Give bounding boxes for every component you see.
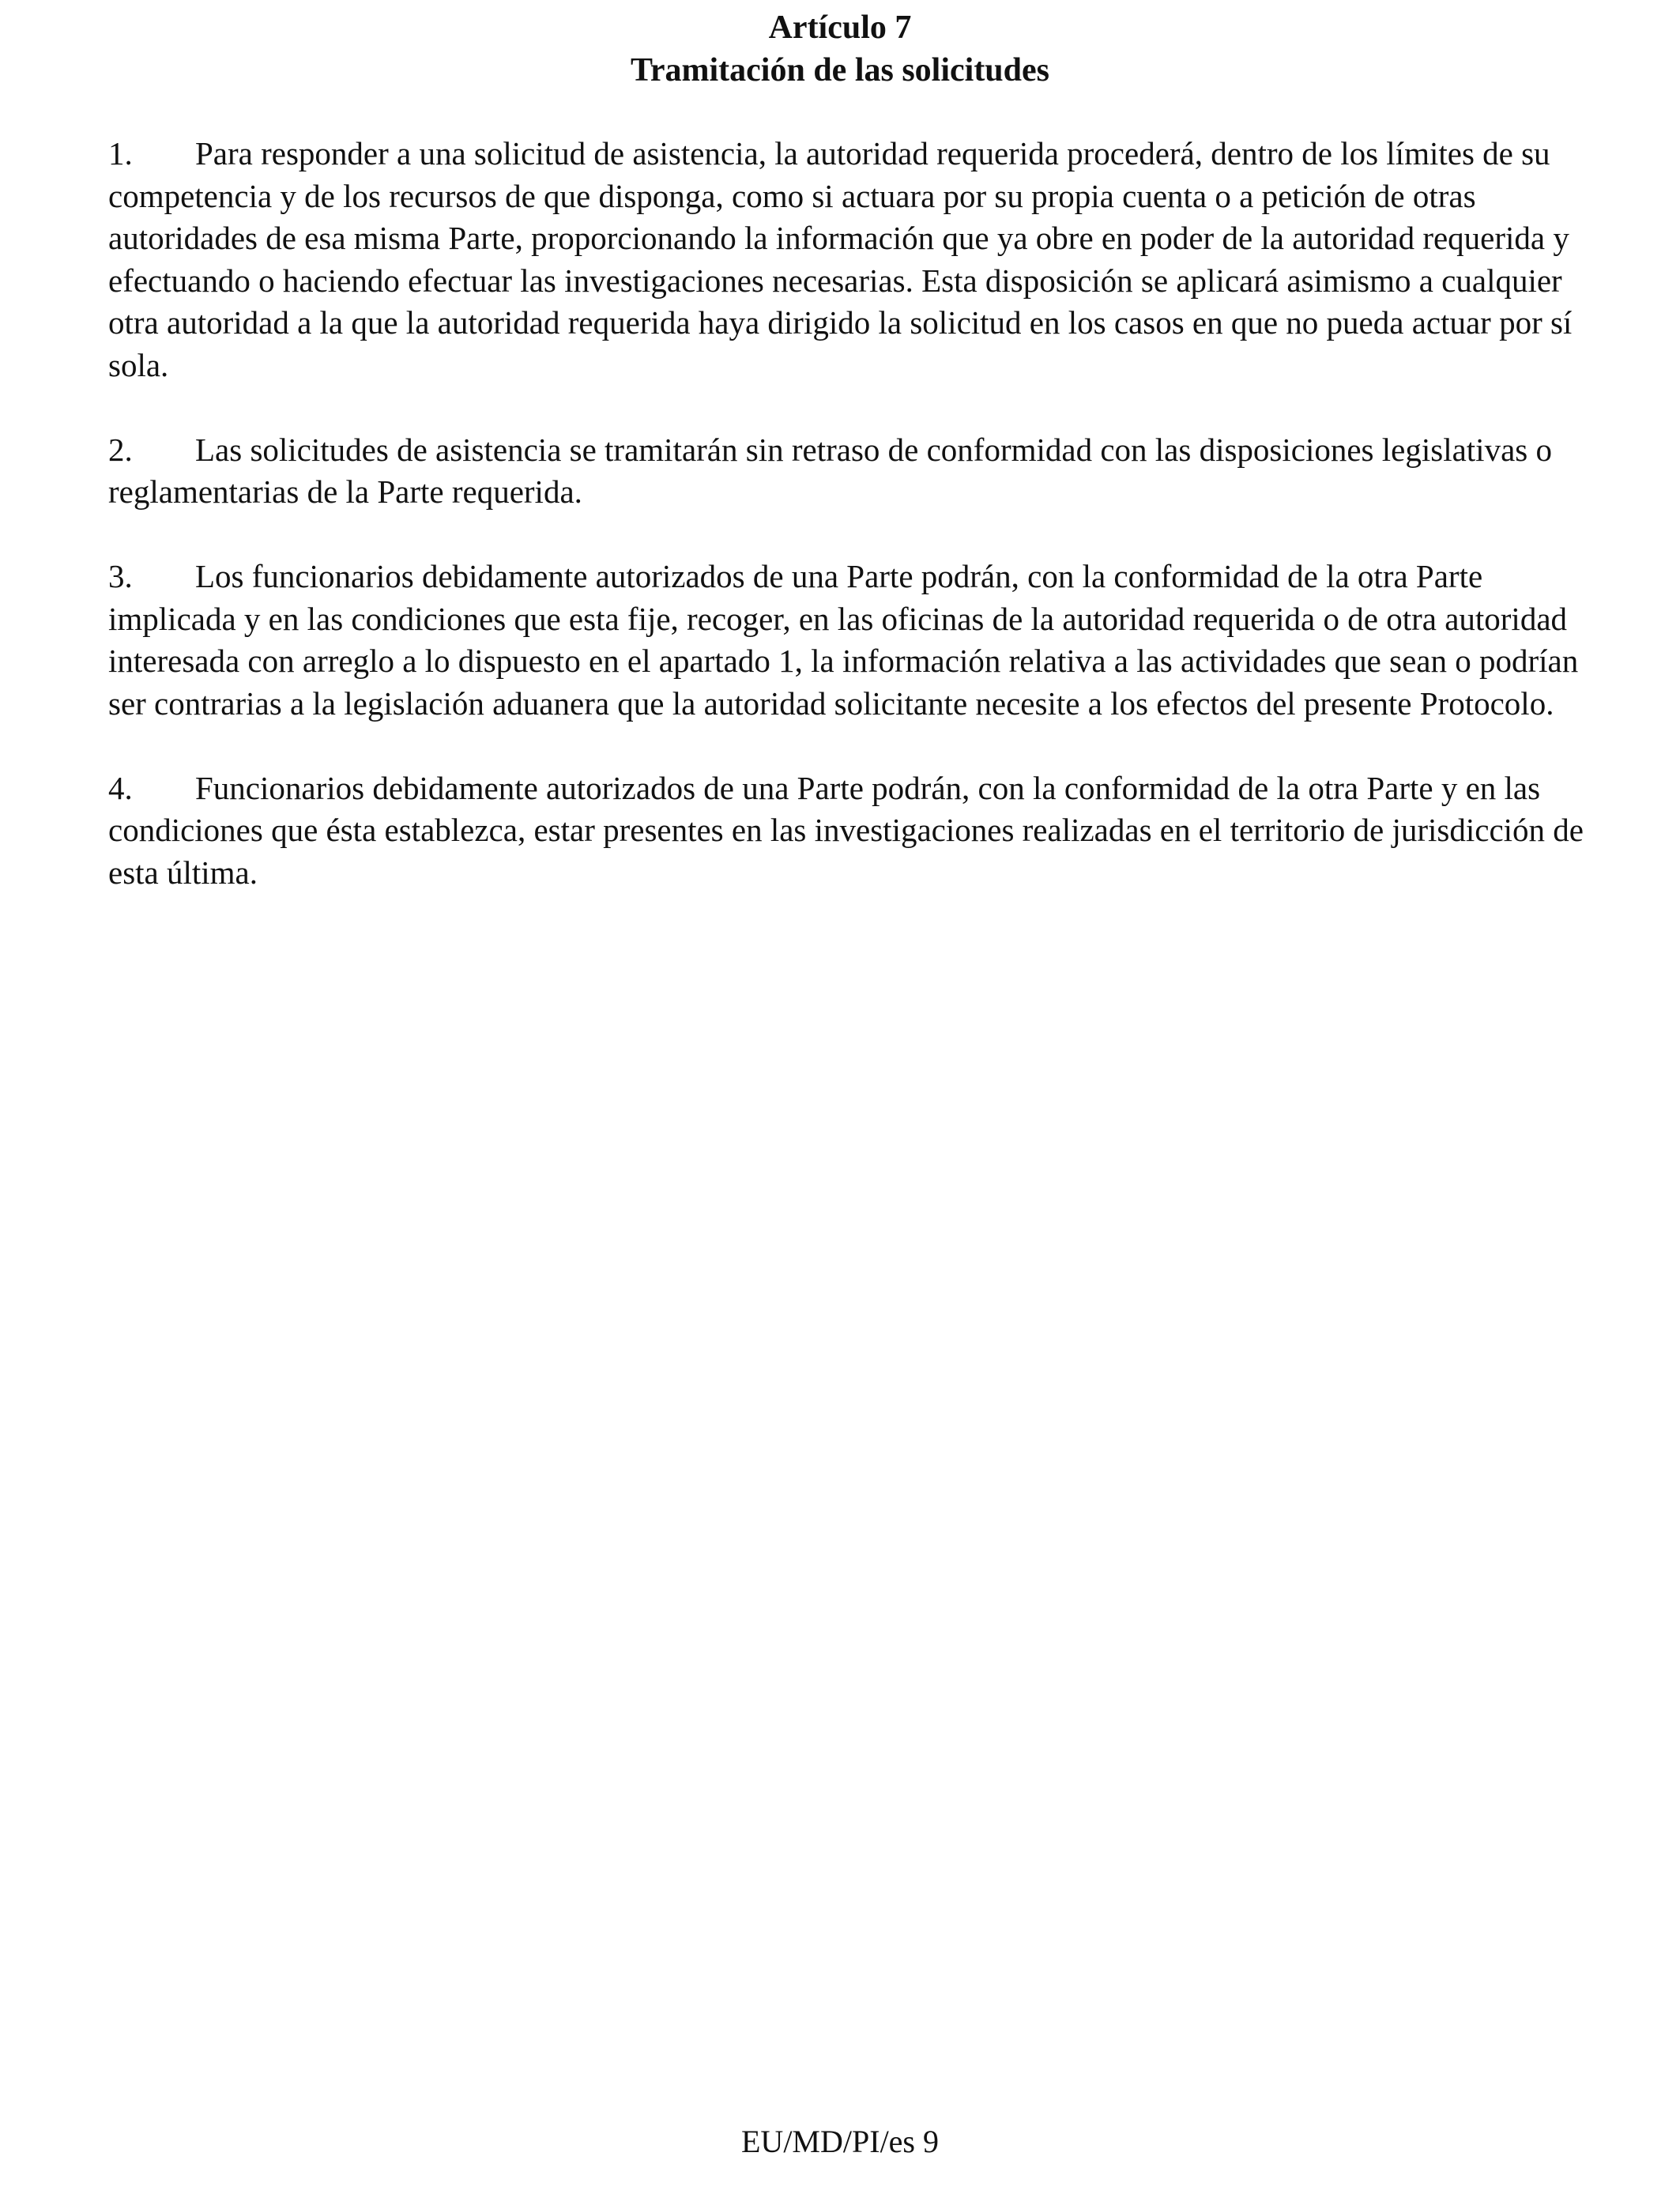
- paragraph-number: 4.: [108, 769, 133, 806]
- paragraph-3: [108, 556, 1594, 725]
- paragraph-number: 1.: [108, 135, 133, 172]
- paragraph-4: [108, 767, 1594, 895]
- paragraph-text: Funcionarios debidamente autorizados de una Parte podrán, con la conformidad de la otra Parte y en las condiciones que ésta establezca, estar presentes en las investigaciones realizadas en el territorio de jurisdicción de esta última.: [108, 769, 1584, 891]
- paragraph-number: 2.: [108, 431, 133, 468]
- article-body: [108, 133, 1594, 937]
- paragraph-text: Los funcionarios debidamente autorizados de una Parte podrán, con la conformidad de la otra Parte implicada y en las condiciones que esta fije, recoger, en las oficinas de la autoridad requerida o de otra autoridad interesada con arreglo a lo dispuesto en el apartado 1, la información relativa a las actividades que sean o podrían ser contrarias a la legislación aduanera que la autoridad solicitante necesite a los efectos del presente Protocolo.: [108, 558, 1579, 722]
- paragraph-1: [108, 133, 1594, 386]
- article-number: Artículo 7: [768, 9, 912, 46]
- paragraph-2: [108, 429, 1594, 514]
- page-footer-reference: EU/MD/PI/es 9: [741, 2124, 939, 2159]
- article-title: Tramitación de las solicitudes: [630, 52, 1050, 89]
- paragraph-text: Las solicitudes de asistencia se tramitarán sin retraso de conformidad con las disposiciones legislativas o reglamentarias de la Parte requerida.: [108, 431, 1552, 510]
- paragraph-number: 3.: [108, 558, 133, 594]
- paragraph-text: Para responder a una solicitud de asistencia, la autoridad requerida procederá, dentro de los límites de su competencia y de los recursos de que disponga, como si actuara por su propia cuenta o a petición de otras autoridades de esa misma Parte, proporcionando la información que ya obre en poder de la autoridad requerida y efectuando o haciendo efectuar las investigaciones necesarias. Esta disposición se aplicará asimismo a cualquier otra autoridad a la que la autoridad requerida haya dirigido la solicitud en los casos en que no pueda actuar por sí sola.: [108, 135, 1573, 383]
